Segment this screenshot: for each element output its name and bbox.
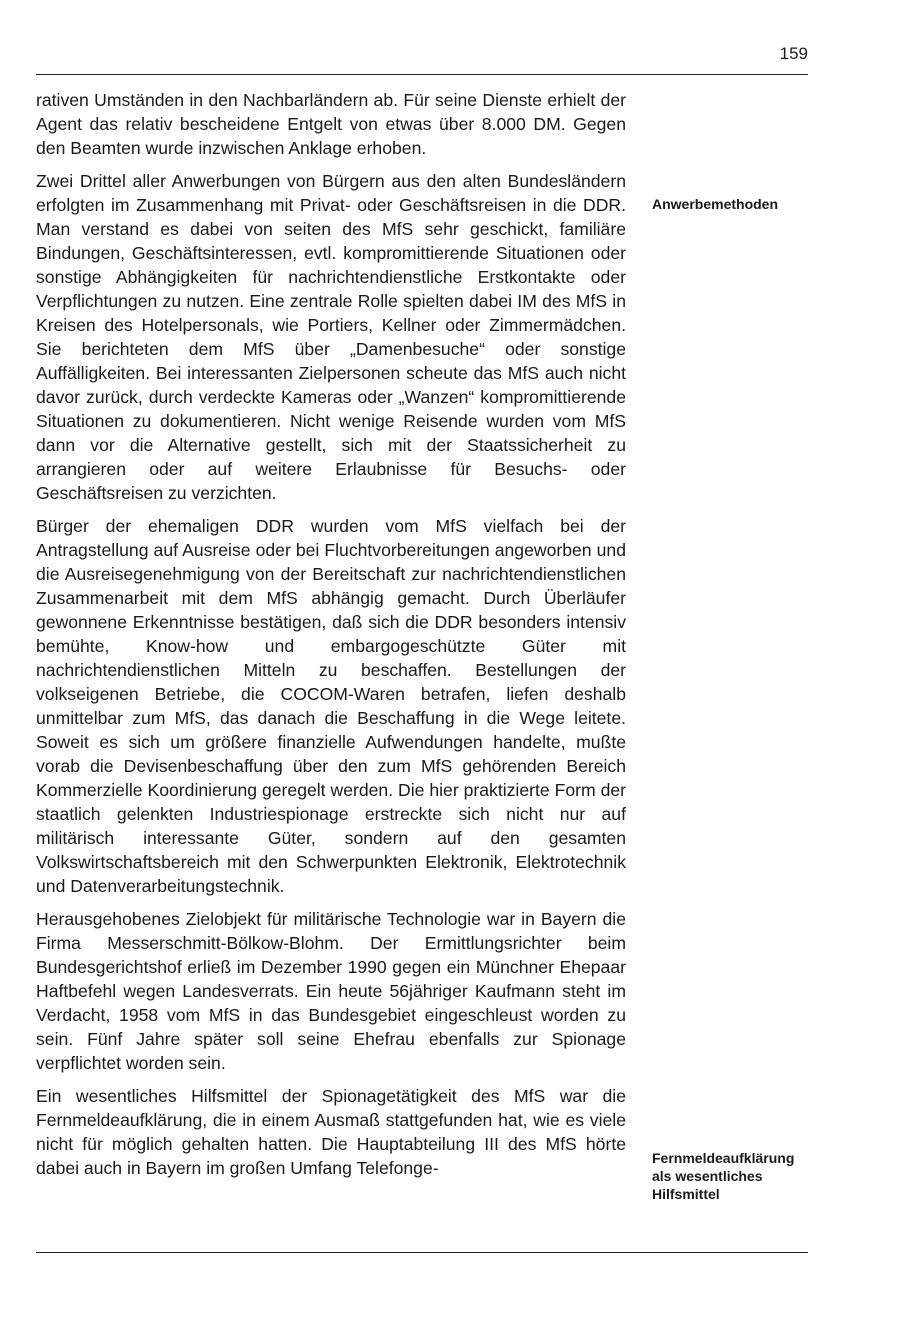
footer-rule — [36, 1252, 808, 1253]
margin-note-fernmeldeaufklaerung: Fernmeldeaufklärung als wesentliches Hilfsmittel — [652, 1150, 795, 1202]
page-number: 159 — [779, 44, 808, 63]
paragraph: Zwei Drittel aller Anwerbungen von Bürgern aus den alten Bundesländern erfolgten im Zusammenhang mit Privat- oder Geschäftsreisen in die DDR. Man verstand es dabei von seiten des MfS sehr geschickt, familiäre Bindungen, Geschäftsinteressen, evtl. kompromittierende Situationen oder sonstige Abhängigkeiten für nachrichtendienstliche Erstkontakte oder Verpflichtungen zu nutzen. Eine zentrale Rolle spielten dabei IM des MfS in Kreisen des Hotelpersonals, wie Portiers, Kellner oder Zimmermädchen. Sie berichteten dem MfS über „Damenbesuche“ oder sonstige Auffälligkeiten. Bei interessanten Zielpersonen scheute das MfS auch nicht davor zurück, durch verdeckte Kameras oder „Wanzen“ kompromittierende Situationen zu dokumentieren. Nicht wenige Reisende wurden vom MfS dann vor die Alternative gestellt, sich mit der Staatssicherheit zu arrangieren oder auf weitere Erlaubnisse für Besuchs- oder Geschäftsreisen zu verzichten. — [36, 171, 626, 503]
main-text-column — [36, 88, 626, 1189]
header-rule — [36, 74, 808, 75]
paragraph: Herausgehobenes Zielobjekt für militärische Technologie war in Bayern die Firma Messerschmitt-Bölkow-Blohm. Der Ermittlungsrichter beim Bundesgerichtshof erließ im Dezember 1990 gegen ein Münchner Ehepaar Haftbefehl wegen Landesverrats. Ein heute 56jähriger Kaufmann steht im Verdacht, 1958 vom MfS in das Bundesgebiet eingeschleust worden zu sein. Fünf Jahre später soll seine Ehefrau ebenfalls zur Spionage verpflichtet worden sein. — [36, 909, 626, 1073]
paragraph: Bürger der ehemaligen DDR wurden vom MfS vielfach bei der Antragstellung auf Ausreise oder bei Fluchtvorbereitungen angeworben und die Ausreisegenehmigung von der Bereitschaft zur nachrichtendienstlichen Zusammenarbeit mit dem MfS abhängig gemacht. Durch Überläufer gewonnene Erkenntnisse bestätigen, daß sich die DDR besonders intensiv bemühte, Know-how und embargogeschützte Güter mit nachrichtendienstlichen Mitteln zu beschaffen. Bestellungen der volkseigenen Betriebe, die COCOM-Waren betrafen, liefen deshalb unmittelbar zum MfS, das danach die Beschaffung in die Wege leitete. Soweit es sich um größere finanzielle Aufwendungen handelte, mußte vorab die Devisenbeschaffung über den zum MfS gehörenden Bereich Kommerzielle Koordinierung geregelt werden. Die hier praktizierte Form der staatlich gelenkten Industriespionage erstreckte sich nicht nur auf militärisch interessante Güter, sondern auf den gesamten Volkswirtschaftsbereich mit den Schwerpunkten Elektronik, Elektrotechnik und Datenverarbeitungstechnik. — [36, 516, 626, 896]
paragraph: rativen Umständen in den Nachbarländern ab. Für seine Dienste erhielt der Agent das relativ bescheidene Entgelt von etwas über 8.000 DM. Gegen den Beamten wurde inzwischen Anklage erhoben. — [36, 90, 626, 158]
margin-note-anwerbemethoden: Anwerbemethoden — [652, 196, 779, 212]
paragraph: Ein wesentliches Hilfsmittel der Spionagetätigkeit des MfS war die Fernmeldeaufklärung, die in einem Ausmaß stattgefunden hat, wie es viele nicht für möglich gehalten hatten. Die Hauptabteilung III des MfS hörte dabei auch in Bayern im großen Umfang Telefonge- — [36, 1086, 626, 1178]
